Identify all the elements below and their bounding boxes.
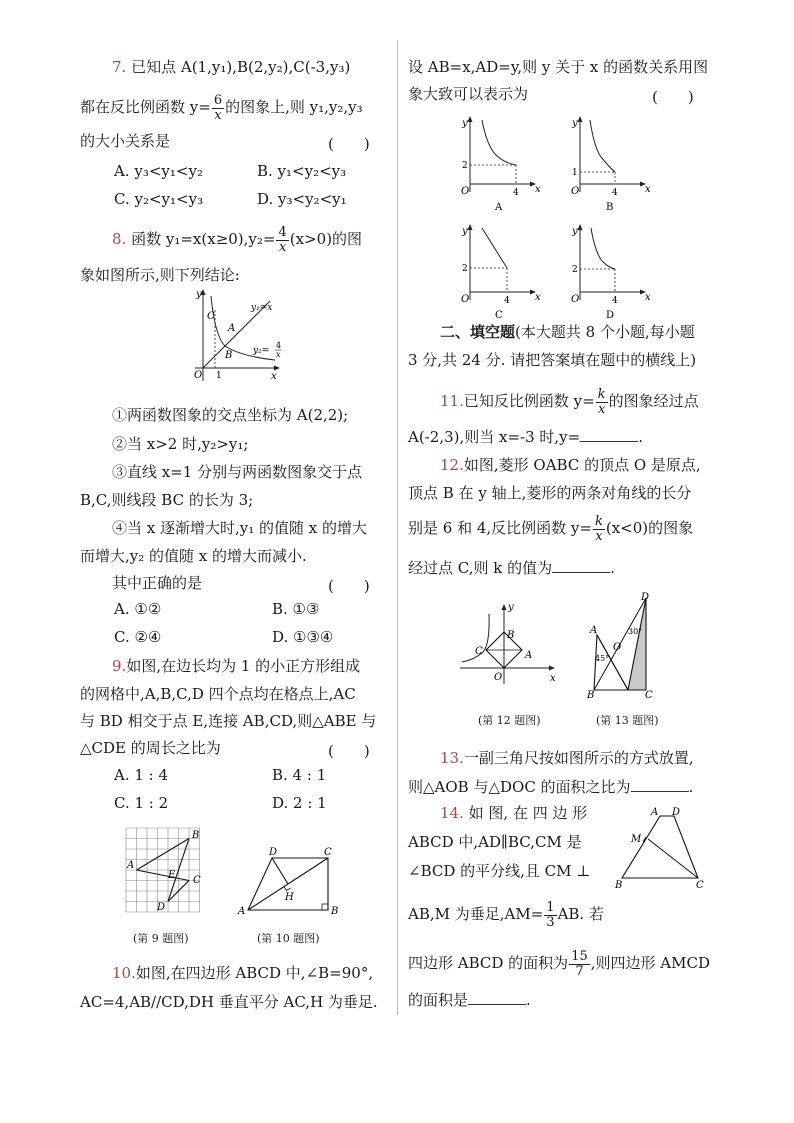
- q10-graph-a-xtick: 4: [513, 188, 519, 198]
- q10-figure: [236, 848, 346, 918]
- q14-line3: ∠BCD 的平分线,且 CM ⊥: [408, 862, 591, 880]
- q10-number: 10.: [112, 964, 136, 982]
- q8-number: 8.: [112, 230, 127, 249]
- q14-line5: 四边形 ABCD 的面积为 $\frac{15}{7}$ ,则四边形 AMCD: [408, 949, 710, 979]
- q10-line3: 设 AB=x,AD=y,则 y 关于 x 的函数关系用图: [408, 58, 709, 76]
- q7-line3: 的大小关系是: [80, 132, 171, 150]
- q7-option-b: B. y₁<y₂<y₃: [257, 162, 347, 180]
- q10-right-angle-h: [284, 887, 291, 891]
- q10-graph-d-label: D: [606, 310, 615, 321]
- q13-triangle-30: [628, 598, 646, 690]
- q11-answer-blank[interactable]: [580, 429, 638, 442]
- q9-point-b: B: [192, 830, 200, 841]
- q9-line4: △CDE 的周长之比为: [80, 739, 221, 757]
- q10-point-c: C: [324, 847, 332, 858]
- q9-grid-figure: [124, 826, 208, 916]
- svg-text:y: y: [508, 602, 514, 613]
- q10-caption: (第 10 题图): [257, 932, 320, 945]
- q12-line3: 别是 6 和 4,反比例函数 y= $\frac{k}{x}$ (x<0)的图象: [408, 514, 694, 544]
- q13-point-b: B: [587, 690, 595, 701]
- q8-tick-one: 1: [216, 371, 222, 381]
- q12-x-arrow-icon: [549, 666, 555, 671]
- q8-statement-4a: ④当 x 逐渐增大时,y₁ 的值随 x 的增大: [112, 519, 368, 537]
- q8-statement-1: ①两函数图象的交点坐标为 A(2,2);: [112, 406, 349, 424]
- q10-graph-b-ytick: 1: [572, 168, 578, 178]
- q8-option-b: B. ①③: [272, 600, 320, 618]
- q13-point-d: D: [641, 592, 650, 603]
- q9-point-d: D: [157, 902, 166, 913]
- q13-point-o: O: [613, 642, 622, 653]
- q10-graph-b-label: B: [606, 202, 614, 213]
- q14-line2: ABCD 中,AD∥BC,CM 是: [408, 833, 582, 851]
- q10-graph-c: [455, 220, 545, 320]
- q9-option-d: D. 2 : 1: [272, 794, 327, 812]
- q9-option-a: A. 1 : 4: [114, 766, 169, 784]
- svg-text:O: O: [571, 294, 580, 305]
- q14-fraction-2: $\frac{15}{7}$: [571, 949, 588, 979]
- q14-line6: 的面积是 .: [408, 991, 531, 1009]
- q9-option-c: C. 1 : 2: [114, 794, 169, 812]
- svg-text:x: x: [645, 292, 651, 303]
- q9-number: 9.: [112, 657, 127, 675]
- svg-text:y: y: [572, 118, 578, 129]
- q8-label-y2-den: x: [276, 350, 281, 359]
- q8-label-y2: y₂=: [253, 346, 270, 356]
- q8-statement-2: ②当 x>2 时,y₂>y₁;: [112, 435, 249, 453]
- q10-segment-dh: [272, 858, 288, 884]
- q7-option-d: D. y₃<y₂<y₁: [257, 190, 347, 208]
- q8-x-arrow-icon: [274, 366, 280, 371]
- q10-point-b: B: [331, 906, 339, 917]
- q10-point-h: H: [285, 892, 294, 903]
- q10-graph-d-xtick: 4: [612, 296, 618, 306]
- q7-option-a: A. y₃<y₁<y₂: [114, 162, 203, 180]
- q12-fraction: $\frac{k}{x}$: [594, 514, 603, 544]
- q8-statement-3b: B,C,则线段 BC 的长为 3;: [80, 491, 254, 509]
- q11-line2: A(-2,3),则当 x=-3 时,y= .: [408, 428, 643, 446]
- svg-text:O: O: [461, 186, 470, 197]
- q14-point-c: C: [696, 880, 704, 891]
- q14-point-b: B: [615, 880, 623, 891]
- q14-point-a: A: [651, 807, 659, 818]
- q7-fraction: $\frac{6}{x}$: [213, 93, 223, 123]
- q14-number: 14.: [440, 804, 464, 822]
- q12-line1: 12.如图,菱形 OABC 的顶点 O 是原点,: [440, 456, 701, 474]
- q8-point-a: A: [228, 323, 236, 334]
- q10-graph-c-y-arrow-icon: [468, 224, 473, 230]
- q9-answer-paren: ( ): [328, 742, 370, 760]
- svg-text:y: y: [462, 226, 468, 237]
- q10-graph-a-ytick: 2: [462, 161, 468, 171]
- q8-option-d: D. ①③④: [272, 628, 334, 646]
- q8-point-c: C: [207, 311, 215, 322]
- q13-point-a: A: [590, 625, 598, 636]
- q13-line1: 13.一副三角尺按如图所示的方式放置,: [440, 749, 694, 767]
- q13-line2: 则△AOB 与△DOC 的面积之比为 .: [408, 778, 694, 796]
- q13-number: 13.: [440, 749, 464, 767]
- q8-statement-3a: ③直线 x=1 分别与两函数图象交于点: [112, 463, 363, 481]
- q8-answer-paren: ( ): [328, 577, 370, 595]
- q12-figure: [456, 600, 566, 688]
- q11-number: 11.: [440, 392, 464, 411]
- q10-graph-c-label: C: [495, 310, 503, 321]
- svg-text:O: O: [461, 294, 470, 305]
- q14-point-m: M: [631, 834, 642, 845]
- q14-line1: 14. 如 图, 在 四 边 形: [440, 804, 588, 822]
- q8-origin-label: O: [194, 370, 203, 381]
- q9-option-b: B. 4 : 1: [272, 766, 327, 784]
- q12-number: 12.: [440, 456, 464, 474]
- q9-line2: 的网格中,A,B,C,D 四个点均在格点上,AC: [80, 685, 356, 703]
- q11-fraction: $\frac{k}{x}$: [597, 387, 606, 417]
- q14-fraction-1: $\frac{1}{3}$: [546, 900, 555, 930]
- q12-y-arrow-icon: [502, 604, 507, 610]
- svg-text:y: y: [462, 118, 468, 129]
- q10-graph-a-y-arrow-icon: [468, 116, 473, 122]
- q13-figure: [584, 590, 664, 702]
- section2-desc2: 3 分,共 24 分. 请把答案填在题中的横线上): [408, 351, 697, 369]
- svg-text:x: x: [535, 292, 541, 303]
- q8-ask: 其中正确的是: [112, 574, 203, 592]
- q10-graph-a: [455, 112, 545, 212]
- section2-heading: 二、填空题(本大题共 8 个小题,每小题: [440, 323, 695, 341]
- q7-option-c: C. y₂<y₁<y₃: [114, 190, 204, 208]
- q10-point-a: A: [238, 906, 246, 917]
- q7-number: 7.: [112, 58, 127, 76]
- q8-option-a: A. ①②: [114, 600, 162, 618]
- q10-answer-paren: ( ): [652, 88, 694, 106]
- q10-graph-a-label: A: [495, 202, 503, 213]
- q14-answer-blank[interactable]: [468, 992, 526, 1005]
- q12-line2: 顶点 B 在 y 轴上,菱形的两条对角线的长分: [408, 484, 692, 502]
- q8-option-c: C. ②④: [114, 628, 162, 646]
- q10-line2: AC=4,AB//CD,DH 垂直平分 AC,H 为垂足.: [80, 993, 378, 1011]
- q10-graph-b-y-arrow-icon: [578, 116, 583, 122]
- q8-line1: 8. 函数 y₁=x(x≥0),y₂= $\frac{4}{x}$ (x>0)的图: [112, 225, 363, 255]
- q12-point-c: C: [475, 646, 483, 657]
- q13-answer-blank[interactable]: [631, 779, 689, 792]
- svg-text:O: O: [494, 672, 503, 683]
- q7-answer-paren: ( ): [328, 135, 370, 153]
- svg-text:O: O: [571, 186, 580, 197]
- q13-caption: (第 13 题图): [596, 714, 659, 727]
- q10-graph-c-xtick: 4: [504, 296, 510, 306]
- section2-title: 二、填空题: [440, 323, 516, 341]
- svg-text:y: y: [572, 226, 578, 237]
- q9-caption: (第 9 题图): [133, 932, 189, 945]
- q10-graph-b-xtick: 4: [612, 188, 618, 198]
- q9-point-e: E: [168, 870, 176, 881]
- q9-line3: 与 BD 相交于点 E,连接 AB,CD,则△ABE 与: [80, 712, 377, 730]
- q11-line1: 11.已知反比例函数 y= $\frac{k}{x}$ 的图象经过点: [440, 387, 699, 417]
- q10-right-angle-b: [322, 904, 328, 910]
- column-divider: [397, 40, 398, 1015]
- q10-graph-d-y-arrow-icon: [578, 224, 583, 230]
- q10-line1: 10.如图,在四边形 ABCD 中,∠B=90°,: [112, 964, 374, 982]
- q8-figure: [185, 286, 295, 386]
- q7-line2: 都在反比例函数 y= $\frac{6}{x}$ 的图象上,则 y₁,y₂,y₃: [80, 93, 363, 123]
- q10-graph-b: [565, 112, 655, 212]
- q12-caption: (第 12 题图): [478, 714, 541, 727]
- q8-x-label: x: [271, 371, 277, 382]
- q8-fraction: $\frac{4}{x}$: [278, 225, 287, 255]
- q13-angle-45: 45°: [595, 654, 610, 663]
- q12-point-b: B: [507, 630, 515, 641]
- q10-line4: 象大致可以表示为: [408, 85, 529, 103]
- q10-graph-c-ytick: 2: [462, 264, 468, 274]
- q14-figure: [612, 806, 712, 892]
- q7-line1: 7. 已知点 A(1,y₁),B(2,y₂),C(-3,y₃): [112, 58, 351, 76]
- q10-point-d: D: [269, 847, 278, 858]
- q12-line4: 经过点 C,则 k 的值为 .: [408, 559, 615, 577]
- q9-point-a: A: [127, 860, 135, 871]
- q8-label-y2-num: 4: [276, 341, 282, 350]
- q10-graph-d-ytick: 2: [572, 265, 578, 275]
- q8-statement-4b: 而增大,y₂ 的值随 x 的增大而减小.: [80, 547, 307, 565]
- q9-point-c: C: [193, 875, 201, 886]
- q8-label-y1: y₁=x: [251, 303, 273, 313]
- q8-line2: 象如图所示,则下列结论:: [80, 266, 240, 284]
- q14-line4: AB,M 为垂足,AM= $\frac{1}{3}$ AB. 若: [408, 900, 604, 930]
- svg-text:x: x: [535, 184, 541, 195]
- svg-text:x: x: [550, 673, 556, 684]
- q13-point-c: C: [645, 690, 653, 701]
- q10-graph-d: [565, 220, 655, 320]
- q13-angle-30: 30°: [628, 627, 643, 636]
- q8-point-b: B: [225, 350, 233, 361]
- q8-y-label: y: [196, 289, 202, 300]
- svg-text:x: x: [645, 184, 651, 195]
- q14-point-d: D: [672, 807, 681, 818]
- q9-line1: 9.如图,在边长均为 1 的小正方形组成: [112, 657, 361, 675]
- q12-point-a: A: [525, 650, 533, 661]
- q12-answer-blank[interactable]: [552, 560, 610, 573]
